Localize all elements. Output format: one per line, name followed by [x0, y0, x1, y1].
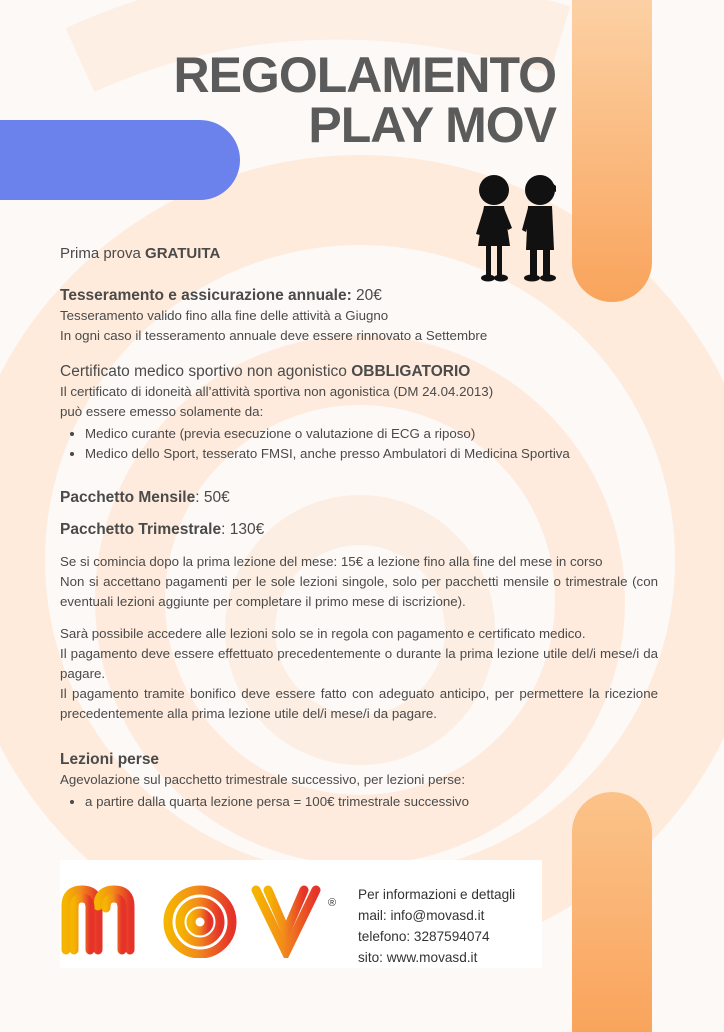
membership-heading-label: Tesseramento e assicurazione annuale:	[60, 287, 352, 304]
membership-price: 20€	[351, 287, 382, 304]
certificate-line-1: Il certificato di idoneità all’attività sportiva non agonistica (DM 24.04.2013)	[60, 384, 494, 399]
certificate-line-2: può essere emesso solamente da:	[60, 404, 264, 419]
membership-line-1: Tesseramento valido fino alla fine delle attività a Giugno	[60, 308, 389, 323]
payment-line: Il pagamento deve essere effettuato precedentemente o durante la prima lezione utile del/i mese/i da pagare.	[60, 646, 658, 681]
rules-content	[60, 244, 658, 812]
missed-lessons-list	[60, 792, 658, 812]
payment-line: Sarà possibile accedere alle lezioni solo se in regola con pagamento e certificato medico.	[60, 626, 586, 641]
quarterly-package-price: : 130€	[221, 521, 265, 538]
site-link[interactable]: sito: www.movasd.it	[358, 950, 478, 965]
mail-link[interactable]: mail: info@movasd.it	[358, 908, 485, 923]
title-line-1: REGOLAMENTO	[173, 47, 556, 103]
info-label: Per informazioni e dettagli	[358, 887, 516, 902]
list-item: • Medico dello Sport, tesserato FMSI, anche presso Ambulatori di Medicina Sportiva	[85, 444, 658, 464]
list-item: • Medico curante (previa esecuzione o valutazione di ECG a riposo)	[85, 424, 658, 444]
quarterly-package-label: Pacchetto Trimestrale	[60, 521, 222, 538]
contact-card	[60, 860, 542, 968]
page-title	[173, 47, 556, 153]
contact-info	[358, 884, 515, 968]
certificate-heading	[60, 362, 658, 382]
payment-paragraph-2	[60, 624, 658, 724]
membership-line-2: In ogni caso il tesseramento annuale deve essere rinnovato a Settembre	[60, 328, 488, 343]
payment-paragraph-1	[60, 552, 658, 612]
mov-logo	[60, 876, 350, 958]
title-line-2: PLAY MOV	[308, 97, 556, 153]
free-trial	[60, 244, 658, 264]
payment-line: Non si accettano pagamenti per le sole lezioni singole, solo per pacchetti mensile o trimestrale (con eventuali lezioni aggiunte per completare il primo mese di iscrizione).	[60, 574, 658, 609]
certificate-list	[60, 424, 658, 464]
payment-line: Il pagamento tramite bonifico deve essere fatto con adeguato anticipo, per permettere la ricezione precedentemente alla prima lezione utile del/i mese/i da pagare.	[60, 686, 658, 721]
missed-lessons-heading: Lezioni perse	[60, 751, 160, 768]
quarterly-package	[60, 520, 658, 540]
missed-lessons-line: Agevolazione sul pacchetto trimestrale successivo, per lezioni perse:	[60, 772, 466, 787]
phone-link[interactable]: telefono: 3287594074	[358, 929, 490, 944]
registered-mark: ®	[328, 897, 337, 909]
orange-bar-bottom	[572, 792, 652, 1032]
monthly-package-price: : 50€	[195, 489, 230, 506]
certificate-heading-label: Certificato medico sportivo non agonistico	[60, 363, 352, 380]
free-trial-prefix: Prima prova	[60, 245, 146, 262]
list-item: • a partire dalla quarta lezione persa = 100€ trimestrale successivo	[85, 792, 658, 812]
membership-heading	[60, 286, 658, 306]
payment-line: Se si comincia dopo la prima lezione del mese: 15€ a lezione fino alla fine del mese in corso	[60, 554, 603, 569]
certificate-emphasis: OBBLIGATORIO	[351, 363, 471, 380]
monthly-package	[60, 488, 658, 508]
monthly-package-label: Pacchetto Mensile	[60, 489, 196, 506]
free-trial-emphasis: GRATUITA	[145, 245, 221, 262]
